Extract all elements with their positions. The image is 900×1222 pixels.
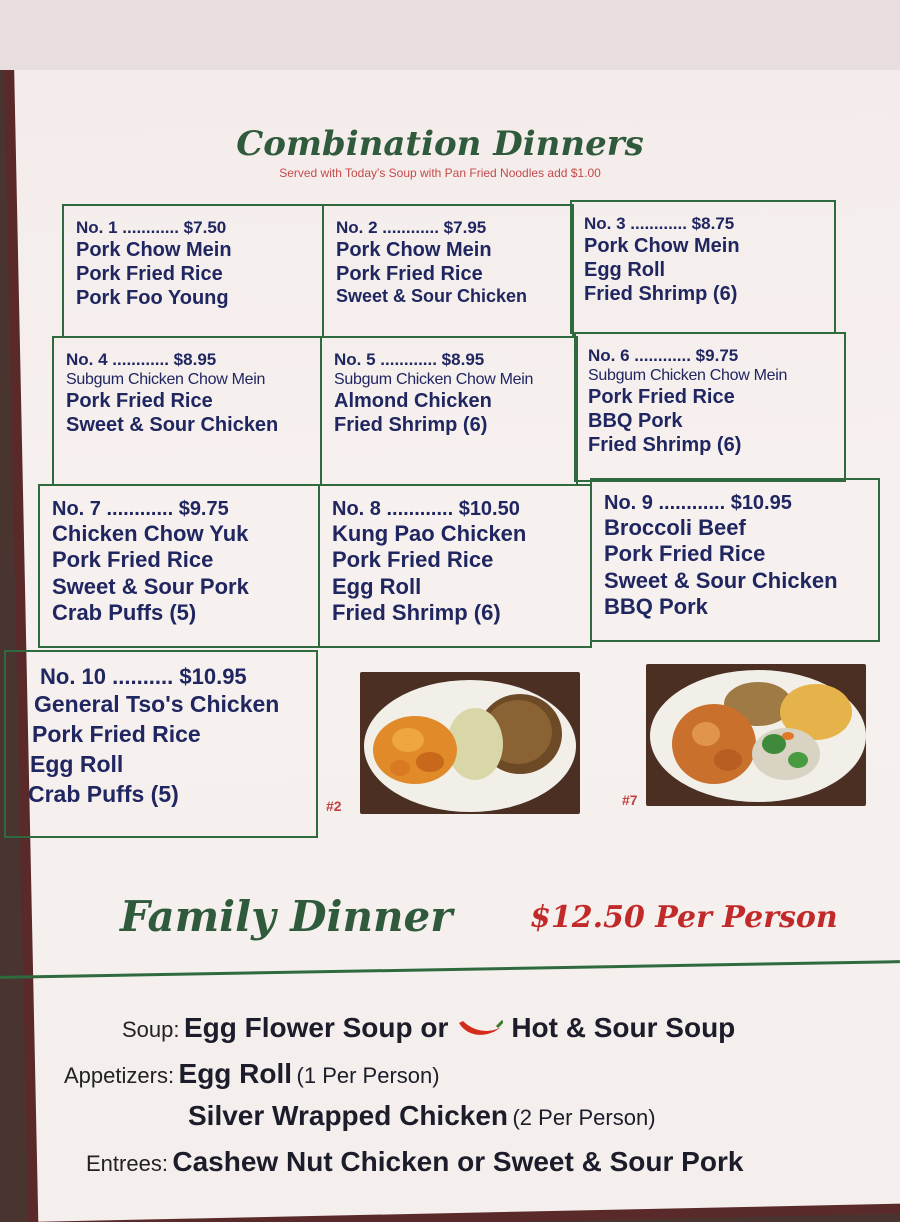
combo-item: Sweet & Sour Chicken — [66, 414, 279, 437]
combo-item: General Tso's Chicken — [34, 691, 280, 717]
combo-item: Pork Fried Rice — [66, 390, 213, 413]
combo-7 — [38, 484, 320, 648]
combo-header: No. 9 ............ $10.95 — [604, 492, 792, 514]
combo-item: Egg Roll — [30, 750, 124, 777]
combo-1 — [62, 204, 324, 338]
menu-cover-top — [0, 0, 900, 70]
appetizer-row-2 — [188, 1100, 656, 1132]
combo-item: Chicken Chow Yuk — [52, 521, 249, 546]
food-photo-7 — [646, 664, 866, 806]
photo-tag-7: #7 — [622, 792, 638, 808]
soup-option-b: Hot & Sour Soup — [511, 1012, 736, 1043]
combo-item: Sweet & Sour Chicken — [336, 286, 528, 306]
combo-item: Egg Roll — [332, 573, 422, 599]
entrees-label: Entrees: — [86, 1151, 168, 1176]
combo-item: Fried Shrimp (6) — [588, 434, 742, 457]
appetizer-1: Egg Roll — [178, 1058, 293, 1089]
combo-item: Pork Fried Rice — [588, 386, 735, 409]
combo-item: Pork Foo Young — [76, 287, 229, 309]
entrees-value: Cashew Nut Chicken or Sweet & Sour Pork — [172, 1146, 744, 1177]
combo-header: No. 8 ............ $10.50 — [332, 498, 520, 520]
combo-item: BBQ Pork — [604, 594, 708, 620]
combo-6 — [574, 332, 846, 482]
combo-item: Pork Chow Mein — [584, 235, 740, 257]
combo-header: No. 6 ............ $9.75 — [588, 346, 739, 365]
entrees-row — [86, 1146, 743, 1178]
menu-subtitle: Served with Today's Soup with Pan Fried Noodles add $1.00 — [279, 166, 601, 180]
appetizer-1-note: (1 Per Person) — [296, 1063, 440, 1088]
combo-header: No. 4 ............ $8.95 — [66, 350, 217, 369]
combo-item: Pork Fried Rice — [32, 720, 201, 747]
combo-header: No. 10 .......... $10.95 — [40, 664, 247, 689]
family-dinner-price: $12.50 Per Person — [530, 900, 838, 935]
combo-3 — [570, 200, 836, 334]
combo-header: No. 1 ............ $7.50 — [76, 218, 227, 237]
combo-item: Pork Fried Rice — [52, 547, 214, 573]
appetizer-row-1 — [64, 1058, 440, 1090]
photo-tag-2: #2 — [326, 798, 342, 814]
combo-item: Almond Chicken — [334, 390, 492, 413]
combo-item: Pork Chow Mein — [336, 239, 492, 261]
combo-item: Pork Fried Rice — [604, 541, 766, 567]
combo-item: Pork Fried Rice — [332, 547, 494, 573]
combo-item: Sweet & Sour Pork — [52, 573, 249, 599]
combo-item: Pork Fried Rice — [336, 263, 483, 285]
combo-header: No. 3 ............ $8.75 — [584, 214, 735, 233]
appetizer-2: Silver Wrapped Chicken — [188, 1100, 509, 1131]
appetizers-label: Appetizers: — [64, 1063, 175, 1088]
combo-item: Subgum Chicken Chow Mein — [334, 371, 534, 388]
combo-item: Fried Shrimp (6) — [584, 283, 738, 305]
combo-item: Pork Chow Mein — [76, 239, 232, 261]
combo-item: Sweet & Sour Chicken — [604, 567, 838, 593]
combo-item: Pork Fried Rice — [76, 263, 223, 285]
combo-item: Crab Puffs (5) — [52, 600, 197, 626]
combo-item: Crab Puffs (5) — [28, 780, 179, 807]
soup-label: Soup: — [122, 1017, 180, 1042]
combo-2 — [322, 204, 574, 338]
combo-item: BBQ Pork — [588, 410, 683, 433]
family-dinner-title: Family Dinner — [120, 892, 453, 941]
soup-option-a: Egg Flower Soup or — [183, 1012, 449, 1043]
menu-title: Combination Dinners — [236, 124, 644, 164]
combo-9 — [590, 478, 880, 642]
combo-item: Egg Roll — [584, 259, 666, 281]
chili-pepper-icon — [457, 1019, 503, 1046]
combo-item: Fried Shrimp (6) — [334, 414, 488, 437]
combo-8 — [318, 484, 592, 648]
appetizer-2-note: (2 Per Person) — [512, 1105, 656, 1130]
food-photo-2 — [360, 672, 580, 814]
combo-header: No. 7 ............ $9.75 — [52, 498, 229, 520]
combo-5 — [320, 336, 578, 486]
combo-header: No. 2 ............ $7.95 — [336, 218, 487, 237]
combo-4 — [52, 336, 322, 486]
combo-item: Fried Shrimp (6) — [332, 600, 501, 626]
soup-row — [122, 1012, 735, 1046]
combo-10 — [4, 650, 318, 838]
combo-item: Broccoli Beef — [604, 515, 746, 540]
combo-item: Kung Pao Chicken — [332, 521, 527, 546]
combo-header: No. 5 ............ $8.95 — [334, 350, 485, 369]
combo-item: Subgum Chicken Chow Mein — [588, 367, 788, 384]
combo-item: Subgum Chicken Chow Mein — [66, 371, 266, 388]
